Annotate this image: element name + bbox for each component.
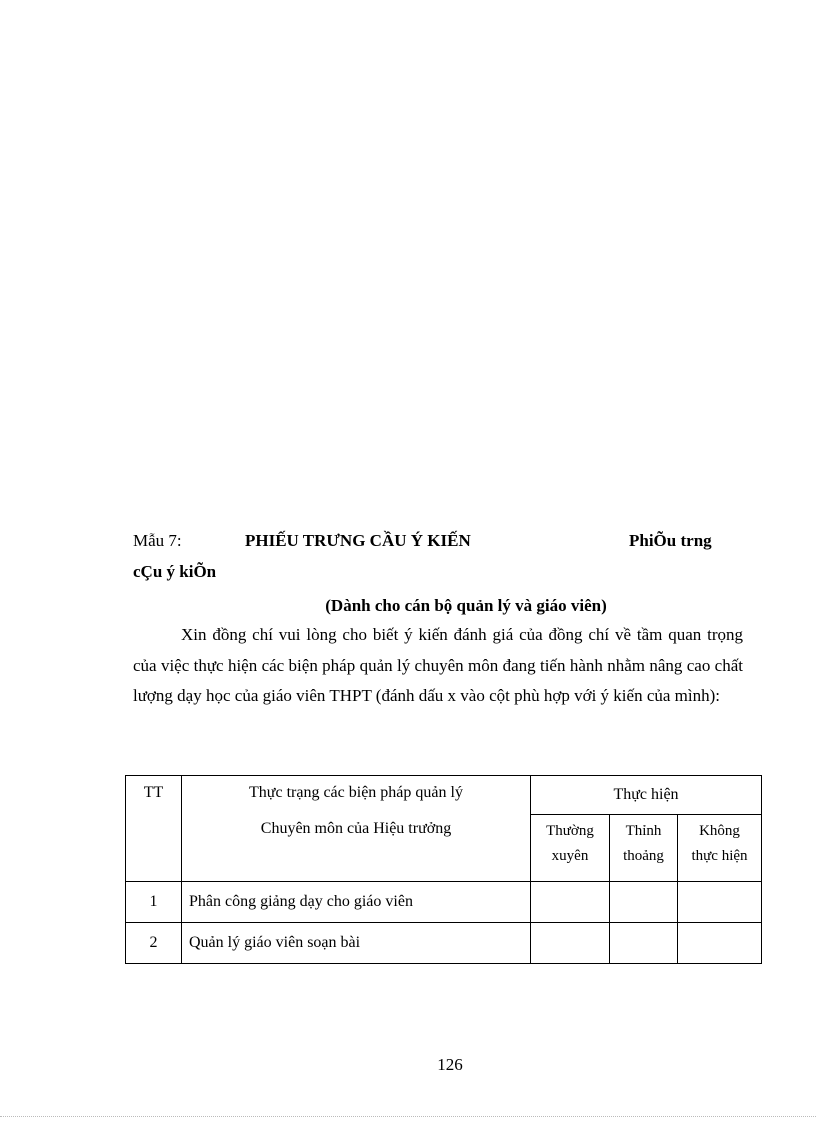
form-subtitle: (Dành cho cán bộ quản lý và giáo viên) — [325, 596, 607, 615]
row-never-cell[interactable] — [678, 923, 762, 964]
header-measure-line2: Chuyên môn của Hiệu trưởng — [260, 820, 452, 837]
footer-divider — [0, 1116, 816, 1117]
table-row — [126, 882, 762, 923]
header-regular-line1: Thường — [546, 823, 594, 839]
header-implementation: Thực hiện — [531, 776, 762, 815]
header-never — [678, 815, 762, 882]
instructions-paragraph — [133, 620, 743, 712]
header-never-line1: Không — [699, 823, 740, 839]
header-regular-line2: xuyên — [551, 848, 589, 864]
table-row — [126, 923, 762, 964]
row-measure: Phân công giảng dạy cho giáo viên — [182, 882, 531, 923]
row-sometimes-cell[interactable] — [610, 923, 678, 964]
garbled-title-part2: cÇu ý kiÕn — [133, 562, 217, 581]
header-sometimes-line2: thoảng — [623, 848, 664, 864]
header-regular — [531, 815, 610, 882]
garbled-title-part1: PhiÕu trng — [629, 531, 712, 550]
row-measure: Quản lý giáo viên soạn bài — [182, 923, 531, 964]
instructions-text: Xin đồng chí vui lòng cho biết ý kiến đánh giá của đồng chí về tầm quan trọng của việc thực hiện các biện pháp quản lý chuyên môn đang tiến hành nhằm nâng cao chất lượng dạy học của giáo viên THPT (đánh dấu x vào cột phù hợp với ý kiến của mình): — [133, 625, 743, 705]
table-header-row — [126, 776, 762, 815]
row-never-cell[interactable] — [678, 882, 762, 923]
form-title: PHIẾU TRƯNG CẦU Ý KIẾN — [245, 531, 471, 550]
form-header — [133, 531, 733, 555]
header-sometimes-line1: Thỉnh — [625, 823, 662, 839]
header-never-line2: thực hiện — [691, 848, 748, 864]
header-measure — [182, 776, 531, 882]
header-sometimes — [610, 815, 678, 882]
row-number: 1 — [126, 882, 182, 923]
header-measure-line1: Thực trạng các biện pháp quản lý — [249, 784, 463, 801]
survey-table — [125, 775, 762, 964]
row-number: 2 — [126, 923, 182, 964]
form-number: Mẫu 7: — [133, 531, 182, 550]
page-number: 126 — [437, 1055, 463, 1074]
row-regular-cell[interactable] — [531, 923, 610, 964]
row-sometimes-cell[interactable] — [610, 882, 678, 923]
header-tt: TT — [126, 776, 182, 882]
row-regular-cell[interactable] — [531, 882, 610, 923]
